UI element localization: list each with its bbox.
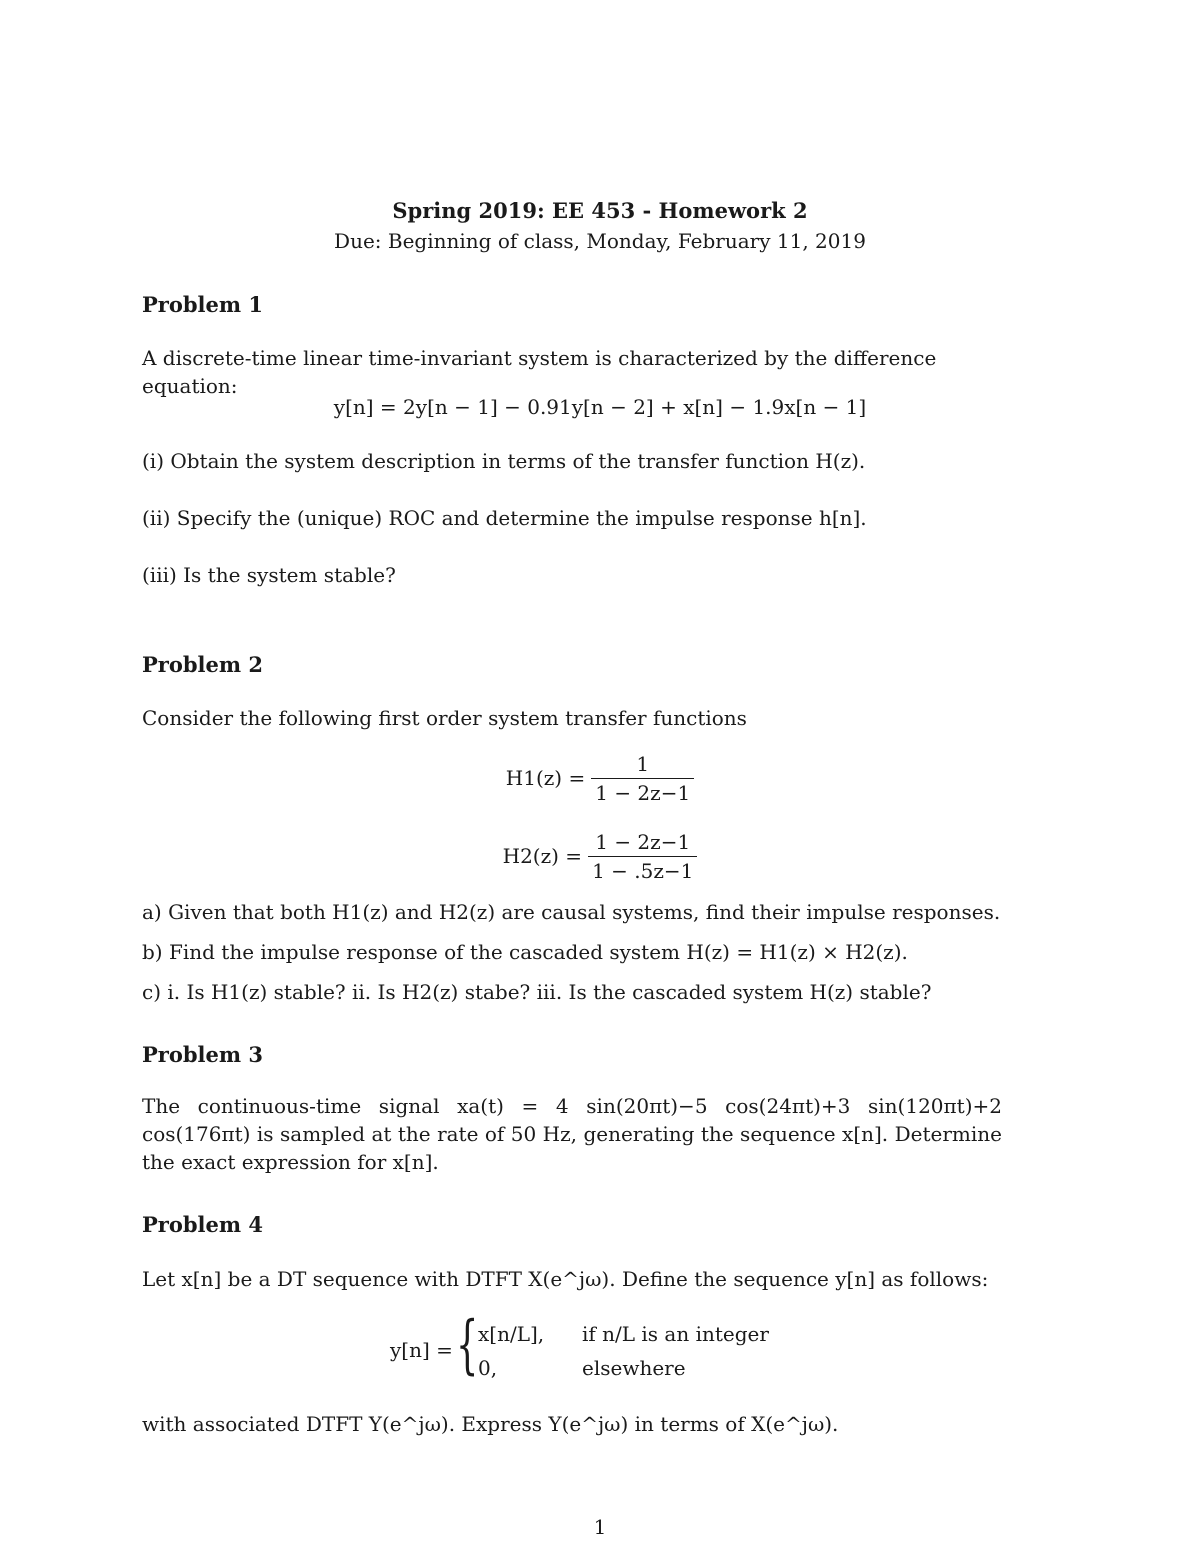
problem3-heading: Problem 3 bbox=[142, 1042, 264, 1067]
h2-equation bbox=[0, 826, 1200, 886]
problem1-equation: y[n] = 2y[n − 1] − 0.91y[n − 2] + x[n] − 1.9x[n − 1] bbox=[333, 395, 867, 419]
case2-condition: elsewhere bbox=[582, 1356, 686, 1380]
h1-denominator: 1 − 2z−1 bbox=[595, 780, 691, 805]
piecewise-lhs: y[n] = bbox=[390, 1338, 453, 1362]
due-date: Due: Beginning of class, Monday, February 11, 2019 bbox=[334, 229, 866, 253]
problem4-heading: Problem 4 bbox=[142, 1212, 264, 1237]
case1-condition: if n/L is an integer bbox=[582, 1322, 769, 1346]
h2-fraction bbox=[588, 830, 697, 883]
problem2-part-a: a) Given that both H1(z) and H2(z) are causal systems, find their impulse responses. bbox=[142, 900, 1001, 924]
h2-numerator: 1 − 2z−1 bbox=[588, 830, 697, 857]
h2-denominator: 1 − .5z−1 bbox=[592, 858, 694, 883]
page-number: 1 bbox=[593, 1515, 607, 1539]
h1-lhs: H1(z) = bbox=[505, 766, 586, 790]
h1-equation bbox=[0, 748, 1200, 808]
problem1-part-i: (i) Obtain the system description in terms of the transfer function H(z). bbox=[142, 449, 866, 473]
document-title: Spring 2019: EE 453 - Homework 2 bbox=[392, 198, 808, 223]
problem1-part-ii: (ii) Specify the (unique) ROC and determine the impulse response h[n]. bbox=[142, 506, 867, 530]
h2-lhs: H2(z) = bbox=[502, 844, 583, 868]
case2-value: 0, bbox=[478, 1356, 498, 1380]
piecewise-definition bbox=[390, 1308, 810, 1386]
problem2-part-b: b) Find the impulse response of the cascaded system H(z) = H1(z) × H2(z). bbox=[142, 940, 908, 964]
problem1-heading: Problem 1 bbox=[142, 292, 264, 317]
problem2-heading: Problem 2 bbox=[142, 652, 264, 677]
problem2-intro: Consider the following first order system transfer functions bbox=[142, 706, 747, 730]
problem3-text: The continuous-time signal xa(t) = 4 sin(20πt)−5 cos(24πt)+3 sin(120πt)+2 cos(176πt) is sampled at the rate of 50 Hz, generating the sequence x[n]. Determine the exact expression for x[n]. bbox=[142, 1094, 1002, 1174]
problem1-part-iii: (iii) Is the system stable? bbox=[142, 563, 396, 587]
left-brace-icon: { bbox=[456, 1308, 479, 1382]
h1-numerator: 1 bbox=[591, 752, 694, 779]
h1-fraction bbox=[591, 752, 694, 805]
problem4-intro: Let x[n] be a DT sequence with DTFT X(e^jω). Define the sequence y[n] as follows: bbox=[142, 1267, 989, 1291]
case1-value: x[n/L], bbox=[478, 1322, 545, 1346]
problem1-intro: A discrete-time linear time-invariant system is characterized by the difference equation: bbox=[142, 346, 937, 398]
problem4-closing: with associated DTFT Y(e^jω). Express Y(e^jω) in terms of X(e^jω). bbox=[142, 1412, 839, 1436]
problem2-part-c: c) i. Is H1(z) stable? ii. Is H2(z) stabe? iii. Is the cascaded system H(z) stable? bbox=[142, 980, 932, 1004]
